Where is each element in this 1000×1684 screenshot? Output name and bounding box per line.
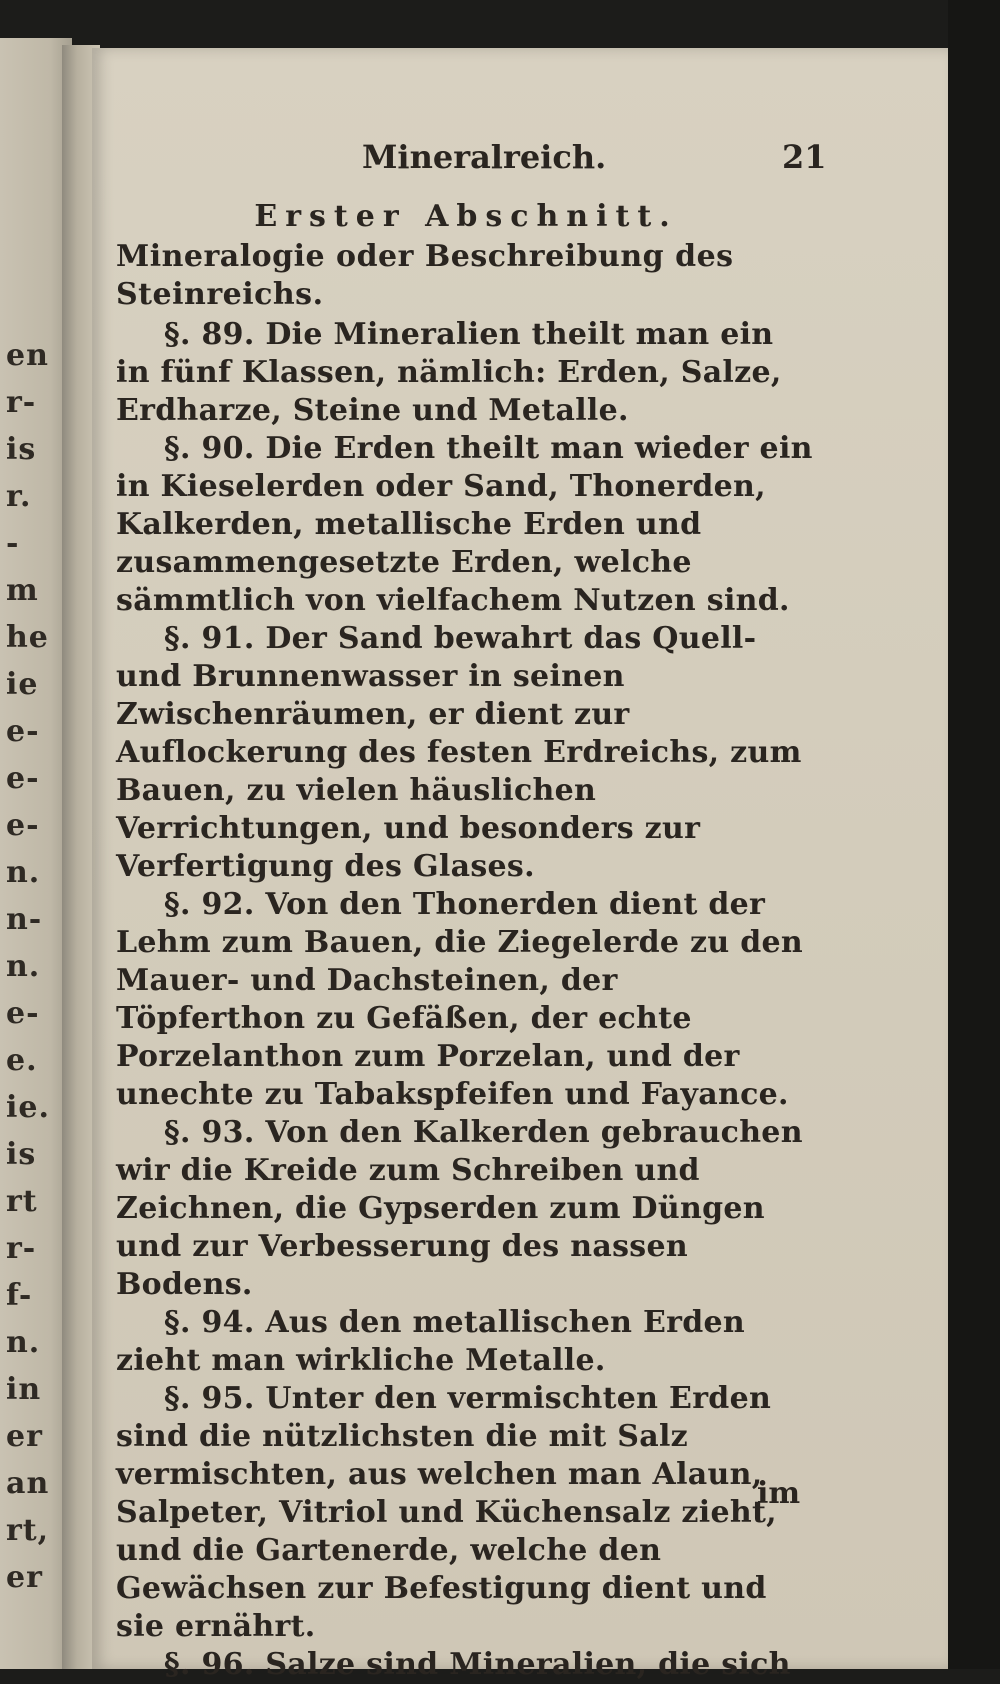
running-head: Mineralreich. bbox=[362, 138, 607, 176]
paragraph-95: §. 95. Unter den vermischten Erden sind die nützlichsten die mit Salz vermischten, aus welchen man Alaun, Salpeter, Vitriol und Küchensalz zieht, und die Gartenerde, welche den Gewächsen zur Befestigung dient und sie ernährt. bbox=[116, 1381, 777, 1644]
facing-page-fragment: er bbox=[6, 1419, 43, 1454]
facing-page-fragment: is bbox=[6, 1137, 37, 1172]
facing-page-fragment: r- bbox=[6, 385, 37, 420]
facing-page-fragment: m bbox=[6, 573, 39, 608]
facing-page-fragment: e- bbox=[6, 996, 40, 1031]
facing-page-fragment: ie. bbox=[6, 1090, 50, 1125]
scan-background bbox=[948, 0, 1000, 1669]
facing-page-fragment: n. bbox=[6, 1325, 41, 1360]
facing-page-fragment: n. bbox=[6, 949, 41, 984]
facing-page-fragment: he bbox=[6, 620, 49, 655]
paragraph-92: §. 92. Von den Thonerden dient der Lehm zum Bauen, die Ziegelerde zu den Mauer- und Dachsteinen, der Töpferthon zu Gefäßen, der echte Porzelanthon zum Porzelan, und der unechte zu Tabakspfeifen und Fayance. bbox=[116, 887, 804, 1112]
facing-page-fragment: e- bbox=[6, 714, 40, 749]
facing-page-fragment: er bbox=[6, 1560, 43, 1595]
facing-page-fragment: n- bbox=[6, 902, 43, 937]
paragraph-89: §. 89. Die Mineralien theilt man ein in fünf Klassen, nämlich: Erden, Salze, Erdharze, Steine und Metalle. bbox=[116, 317, 782, 428]
facing-page-fragment: e. bbox=[6, 1043, 38, 1078]
facing-page-fragment: in bbox=[6, 1372, 42, 1407]
facing-page-fragment: rt bbox=[6, 1184, 38, 1219]
facing-page-fragment: f- bbox=[6, 1278, 33, 1313]
book-page bbox=[92, 48, 948, 1682]
facing-page-fragment: en bbox=[6, 338, 49, 373]
facing-page-fragment: - bbox=[6, 526, 20, 561]
paragraph-91: §. 91. Der Sand bewahrt das Quell- und Brunnenwasser in seinen Zwischenräumen, er dient zur Auflockerung des festen Erdreichs, zum Bauen, zu vielen häuslichen Verrichtungen, und besonders zur Verfertigung des Glases. bbox=[116, 621, 802, 884]
facing-page-fragment: r- bbox=[6, 1231, 37, 1266]
page-header bbox=[92, 138, 948, 188]
facing-page-fragment: is bbox=[6, 432, 37, 467]
facing-page-fragment: e- bbox=[6, 761, 40, 796]
paragraph-90: §. 90. Die Erden theilt man wieder ein in Kieselerden oder Sand, Thonerden, Kalkerden, metallische Erden und zusammengesetzte Erden, welche sämmtlich von vielfachem Nutzen sind. bbox=[116, 431, 813, 618]
facing-page-fragment: r. bbox=[6, 479, 32, 514]
paragraph-94: §. 94. Aus den metallischen Erden zieht man wirkliche Metalle. bbox=[116, 1305, 746, 1378]
facing-page-fragment: ie bbox=[6, 667, 39, 702]
paragraph-96: §. 96. Salze sind Mineralien, die sich bbox=[164, 1647, 791, 1682]
catchword: im bbox=[757, 1476, 801, 1511]
section-title: Erster Abschnitt. bbox=[254, 199, 678, 234]
facing-page-fragment: rt, bbox=[6, 1513, 50, 1548]
facing-page-fragment: n. bbox=[6, 855, 41, 890]
facing-page-fragment: an bbox=[6, 1466, 50, 1501]
page-number: 21 bbox=[782, 138, 827, 176]
facing-page-fragment: e- bbox=[6, 808, 40, 843]
page-body bbox=[116, 198, 816, 1684]
section-subtitle: Mineralogie oder Beschreibung des Steinreichs. bbox=[116, 239, 734, 312]
paragraph-93: §. 93. Von den Kalkerden gebrauchen wir die Kreide zum Schreiben und Zeichnen, die Gypserden zum Düngen und zur Verbesserung des nassen Bodens. bbox=[116, 1115, 803, 1302]
